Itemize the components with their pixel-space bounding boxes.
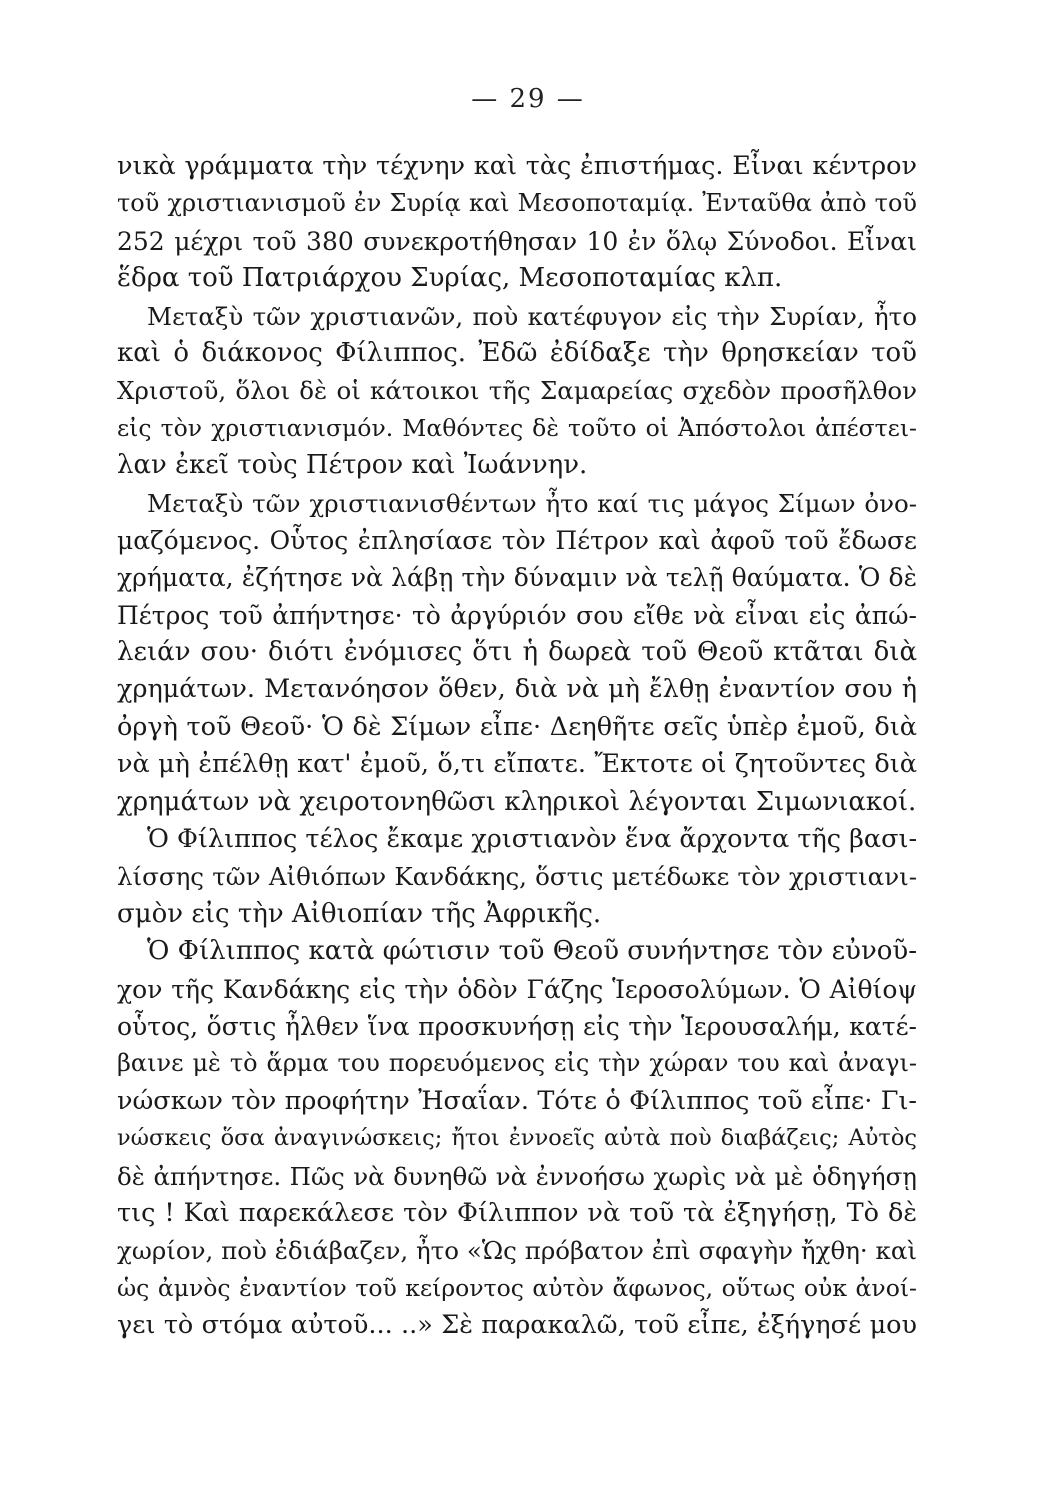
text-line	[117, 260, 917, 297]
text-line	[117, 559, 917, 596]
text-line	[117, 858, 917, 895]
text-line	[117, 1083, 917, 1120]
text-line-content: Ὁ Φίλιππος κατὰ φώτισιν τοῦ Θεοῦ συνήντησε τὸν εὐνοῦ-	[147, 936, 917, 967]
text-line	[117, 1158, 917, 1195]
text-line	[117, 746, 917, 783]
text-line-content: χωρίον, ποὺ ἐδιάβαζεν, ἦτο «Ὡς πρόβατον ἐπὶ σφαγὴν ἤχθη· καὶ	[117, 1236, 917, 1266]
text-line	[117, 1232, 917, 1269]
text-line-content: χον τῆς Κανδάκης εἰς τὴν ὁδὸν Γάζης Ἱεροσολύμων. Ὁ Αἰθίοψ	[117, 974, 917, 1004]
text-line	[117, 821, 917, 858]
text-line	[117, 298, 917, 335]
text-line	[117, 671, 917, 708]
text-line	[117, 971, 917, 1008]
text-line	[117, 185, 917, 222]
text-line-content: χρημάτων νὰ χειροτονηθῶσι κληρικοὶ λέγονται Σιμωνιακοί.	[117, 786, 917, 817]
text-line-content: νικὰ γράμματα τὴν τέχνην καὶ τὰς ἐπιστήμας. Εἶναι κέντρον	[117, 151, 917, 181]
text-line-content: οὗτος, ὅστις ἦλθεν ἵνα προσκυνήσῃ εἰς τὴν Ἱερουσαλήμ, κατέ-	[117, 1011, 917, 1041]
text-line	[117, 597, 917, 634]
text-line-content: λαν ἐκεῖ τοὺς Πέτρον καὶ Ἰωάννην.	[117, 450, 588, 481]
text-line-content: ὀργὴ τοῦ Θεοῦ· Ὁ δὲ Σίμων εἶπε· Δεηθῆτε σεῖς ὑπὲρ ἐμοῦ, διὰ	[117, 711, 917, 742]
text-line-content: δὲ ἀπήντησε. Πῶς νὰ δυνηθῶ νὰ ἐννοήσω χωρὶς νὰ μὲ ὁδηγήσῃ	[117, 1161, 917, 1191]
text-line-content: καὶ ὁ διάκονος Φίλιππος. Ἐδῶ ἐδίδαξε τὴν θρησκείαν τοῦ	[117, 337, 917, 368]
text-line	[117, 485, 917, 522]
text-line-content: Πέτρος τοῦ ἀπήντησε· τὸ ἀργύριόν σου εἴθε νὰ εἶναι εἰς ἀπώ-	[117, 600, 917, 630]
text-line-content: ἕδρα τοῦ Πατριάρχου Συρίας, Μεσοποταμίας κλπ.	[117, 263, 783, 294]
text-line	[117, 1008, 917, 1045]
page-number: — 29 —	[471, 84, 585, 114]
text-line-content: νώσκεις ὅσα ἀναγινώσκεις; ἤτοι ἐννοεῖς αὐτὰ ποὺ διαβάζεις; Αὐτὸς	[117, 1125, 917, 1152]
text-line-content: τοῦ χριστιανισμοῦ ἐν Συρίᾳ καὶ Μεσοποταμίᾳ. Ἐνταῦθα ἀπὸ τοῦ	[117, 189, 917, 218]
text-line-content: Μεταξὺ τῶν χριστιανῶν, ποὺ κατέφυγον εἰς τὴν Συρίαν, ἦτο	[147, 301, 917, 331]
text-line-content: βαινε μὲ τὸ ἅρμα του πορευόμενος εἰς τὴν χώραν του καὶ ἀναγι-	[117, 1049, 917, 1078]
text-line	[117, 148, 917, 185]
text-line	[117, 1120, 917, 1157]
text-line-content: 252 μέχρι τοῦ 380 συνεκροτήθησαν 10 ἐν ὅλῳ Σύνοδοι. Εἶναι	[117, 226, 917, 256]
text-line	[117, 1270, 917, 1307]
text-line-content: Μεταξὺ τῶν χριστιανισθέντων ἦτο καί τις μάγος Σίμων ὀνο-	[147, 488, 917, 518]
body-text	[117, 148, 917, 1345]
text-line-content: λίσσης τῶν Αἰθιόπων Κανδάκης, ὅστις μετέδωκε τὸν χριστιανι-	[117, 862, 917, 892]
text-line-content: ὡς ἀμνὸς ἐναντίον τοῦ κείροντος αὐτὸν ἄφωνος, οὕτως οὐκ ἀνοί-	[117, 1273, 917, 1302]
text-line	[117, 933, 917, 970]
text-line	[117, 410, 917, 447]
text-line	[117, 522, 917, 559]
text-line	[117, 335, 917, 372]
text-line	[117, 1195, 917, 1232]
text-line	[117, 372, 917, 409]
text-line-content: νώσκων τὸν προφήτην Ἠσαΐαν. Τότε ὁ Φίλιππος τοῦ εἶπε· Γι-	[117, 1085, 917, 1116]
text-line-content: χρημάτων. Μετανόησον ὅθεν, διὰ νὰ μὴ ἔλθῃ ἐναντίον σου ἡ	[117, 674, 917, 705]
text-line	[117, 709, 917, 746]
text-line-content: σμὸν εἰς τὴν Αἰθιοπίαν τῆς Ἀφρικῆς.	[117, 898, 602, 929]
text-line-content: τις ! Καὶ παρεκάλεσε τὸν Φίλιππον νὰ τοῦ τὰ ἐξηγήσῃ, Τὸ δὲ	[117, 1197, 917, 1228]
text-line-content: Ὁ Φίλιππος τέλος ἔκαμε χριστιανὸν ἕνα ἄρχοντα τῆς βασι-	[147, 824, 917, 855]
text-line	[117, 223, 917, 260]
text-line	[117, 896, 917, 933]
text-line-content: νὰ μὴ ἐπέλθῃ κατ' ἐμοῦ, ὅ,τι εἴπατε. Ἔκτοτε οἱ ζητοῦντες διὰ	[117, 749, 917, 780]
text-line	[117, 447, 917, 484]
text-line-content: εἰς τὸν χριστιανισμόν. Μαθόντες δὲ τοῦτο οἱ Ἀπόστολοι ἀπέστει-	[117, 413, 917, 442]
text-line-content: μαζόμενος. Οὗτος ἐπλησίασε τὸν Πέτρον καὶ ἀφοῦ τοῦ ἔδωσε	[117, 525, 917, 555]
text-line-content: Χριστοῦ, ὅλοι δὲ οἱ κάτοικοι τῆς Σαμαρείας σχεδὸν προσῆλθον	[117, 376, 917, 406]
text-line-content: χρήματα, ἐζήτησε νὰ λάβῃ τὴν δύναμιν νὰ τελῇ θαύματα. Ὁ δὲ	[117, 563, 917, 593]
text-line	[117, 634, 917, 671]
text-line-content: λειάν σου· διότι ἐνόμισες ὅτι ἡ δωρεὰ τοῦ Θεοῦ κτᾶται διὰ	[117, 637, 917, 668]
text-line-content: γει τὸ στόμα αὐτοῦ... ..» Σὲ παρακαλῶ, τοῦ εἶπε, ἐξήγησέ μου	[117, 1310, 917, 1341]
text-line	[117, 1307, 917, 1344]
text-line	[117, 784, 917, 821]
text-line	[117, 1045, 917, 1082]
